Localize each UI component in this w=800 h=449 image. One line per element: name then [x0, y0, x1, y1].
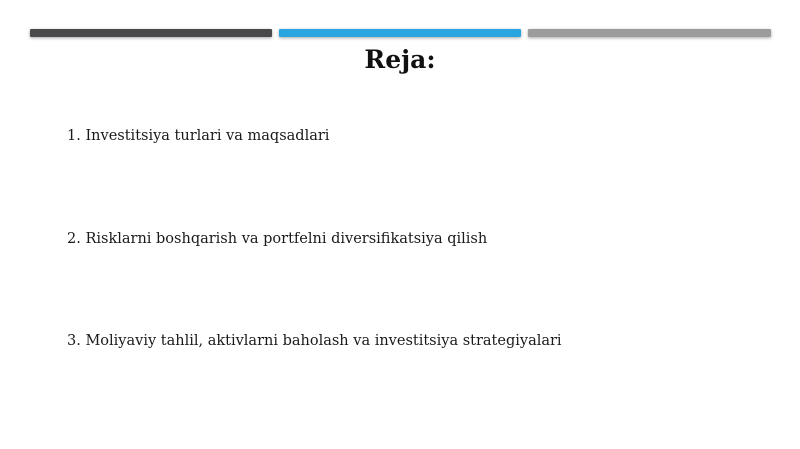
- plan-item: 2. Risklarni boshqarish va portfelni diversifikatsiya qilish: [67, 231, 488, 247]
- accent-bar-blue: [279, 29, 521, 37]
- accent-bar-gray: [528, 29, 771, 37]
- slide-title: Reja:: [364, 45, 436, 74]
- plan-item: 3. Moliyaviy tahlil, aktivlarni baholash va investitsiya strategiyalari: [67, 333, 562, 349]
- plan-item: 1. Investitsiya turlari va maqsadlari: [67, 128, 330, 144]
- accent-bar-dark: [30, 29, 272, 37]
